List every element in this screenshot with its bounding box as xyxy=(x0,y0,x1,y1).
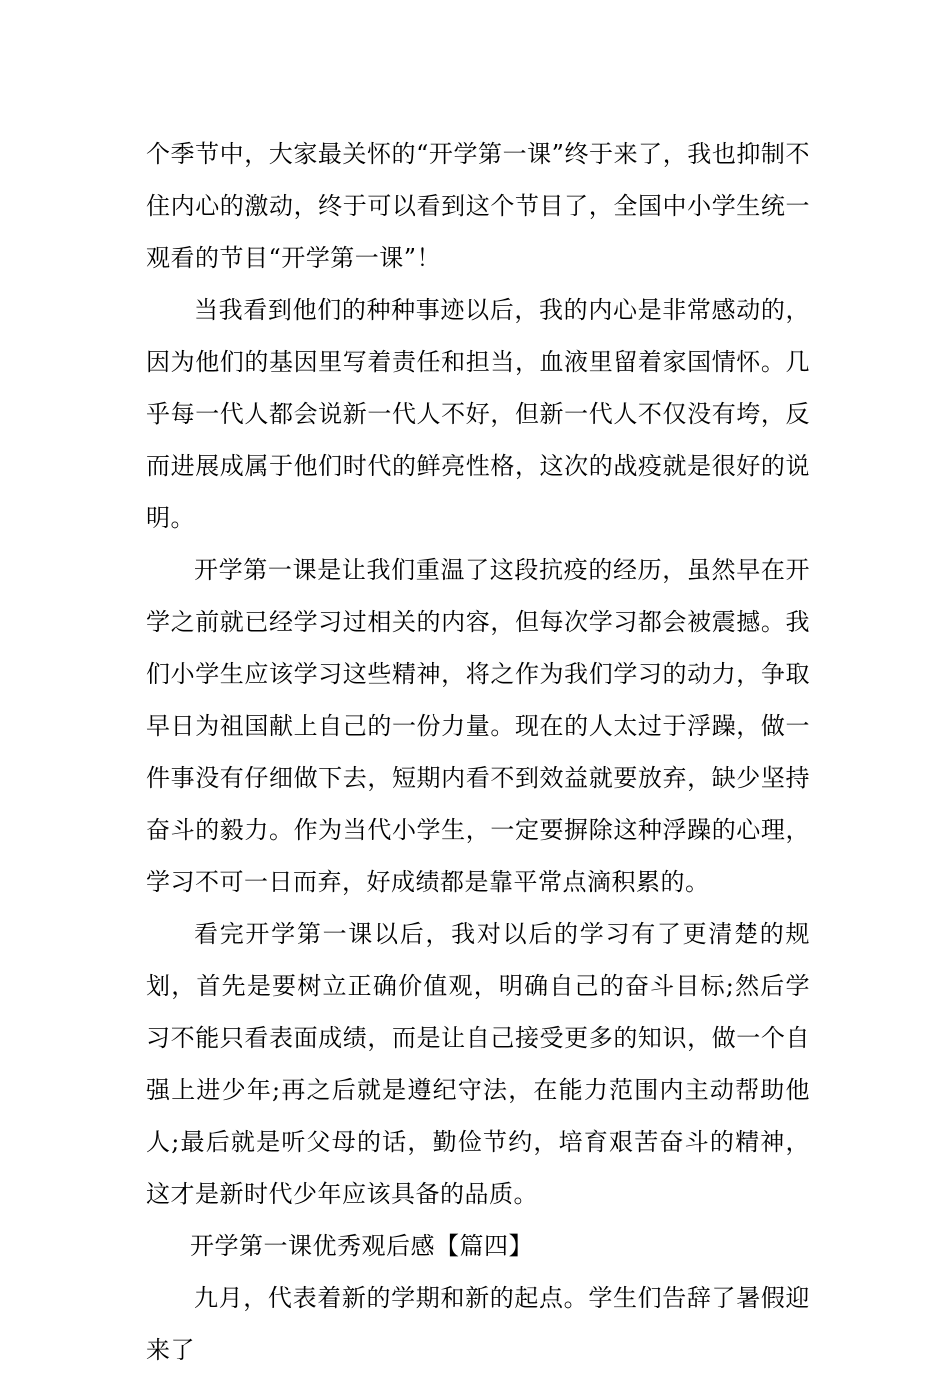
paragraph-2: 当我看到他们的种种事迹以后，我的内心是非常感动的，因为他们的基因里写着责任和担当，血液里留着家国情怀。几乎每一代人都会说新一代人不好，但新一代人不仅没有垮，反而进展成属于他们时代的鲜亮性格，这次的战疫就是很好的说明。 xyxy=(146,296,810,532)
paragraph-1: 个季节中，大家最关怀的“开学第一课”终于来了，我也抑制不住内心的激动，终于可以看到这个节目了，全国中小学生统一观看的节目“开学第一课”！ xyxy=(146,140,810,272)
section-heading: 开学第一课优秀观后感【篇四】 xyxy=(190,1232,533,1260)
paragraph-4: 看完开学第一课以后，我对以后的学习有了更清楚的规划，首先是要树立正确价值观，明确自己的奋斗目标;然后学习不能只看表面成绩，而是让自己接受更多的知识，做一个自强上进少年;再之后就是遵纪守法，在能力范围内主动帮助他人;最后就是听父母的话，勤俭节约，培育艰苦奋斗的精神，这才是新时代少年应该具备的品质。 xyxy=(146,920,810,1208)
paragraph-3: 开学第一课是让我们重温了这段抗疫的经历，虽然早在开学之前就已经学习过相关的内容，但每次学习都会被震撼。我们小学生应该学习这些精神，将之作为我们学习的动力，争取早日为祖国献上自己的一份力量。现在的人太过于浮躁，做一件事没有仔细做下去，短期内看不到效益就要放弃，缺少坚持奋斗的毅力。作为当代小学生，一定要摒除这种浮躁的心理，学习不可一日而弃，好成绩都是靠平常点滴积累的。 xyxy=(146,556,810,896)
document-body xyxy=(146,128,810,1376)
paragraph-5: 九月，代表着新的学期和新的起点。学生们告辞了暑假迎来了 xyxy=(146,1284,810,1364)
